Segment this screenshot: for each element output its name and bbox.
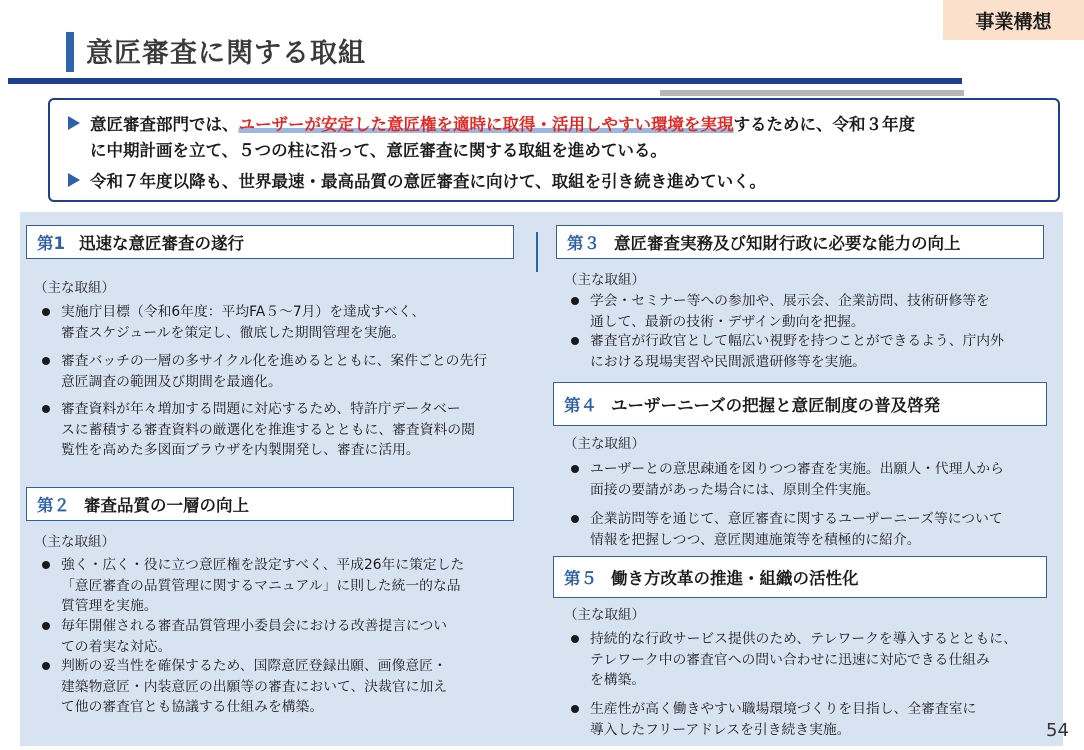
bullet-icon [571,337,579,345]
section-3-label: （主な取組） [564,272,645,288]
section-number: 第４ [564,396,597,415]
section-1-item: 審査資料が年々増加する問題に対応するため、特許庁データベー スに蓄積する審査資料の厳選化を推進するとともに、審査資料の閲 覧性を高めた多図面ブラウザを内製開発し、審査に活用。 [42,399,510,461]
header-rule-accent [660,90,964,96]
bullet-icon [42,561,50,569]
section-2-header [26,487,514,521]
section-1-item: 審査バッチの一層の多サイクル化を進めるとともに、案件ごとの先行 意匠調査の範囲及び期間を最適化。 [42,351,510,392]
summary-text: 令和７年度以降も、世界最速・最高品質の意匠審査に向けて、取組を引き続き進めていく。 [90,172,766,191]
section-title: 審査品質の一層の向上 [84,496,249,515]
section-1-header [26,225,514,259]
section-3-item: 学会・セミナー等への参加や、展示会、企業訪問、技術研修等を 通して、最新の技術・デザイン動向を把握。 [571,291,1047,332]
section-5-header [553,556,1047,598]
triangle-bullet-icon [68,173,80,187]
section-2-label: （主な取組） [34,534,115,550]
section-1-item: 実施庁目標（令和6年度：平均FA５～7月）を達成すべく、 審査スケジュールを策定し、徹底した期間管理を実施。 [42,302,510,343]
section-2-item: 強く・広く・役に立つ意匠権を設定すべく、平成26年に策定した 「意匠審査の品質管理に関するマニュアル」に則した統一的な品 質管理を実施。 [42,555,510,617]
section-title: 働き方改革の推進・組織の活性化 [611,569,859,588]
section-number: 第５ [564,569,597,588]
bullet-icon [42,662,50,670]
summary-point-2 [68,169,766,195]
bullet-icon [571,465,579,473]
section-number: 第1 [37,234,65,253]
summary-point-1 [68,112,915,164]
section-5-item: 持続的な行政サービス提供のため、テレワークを導入するとともに、 テレワーク中の審査官への問い合わせに迅速に対応できる仕組み を構築。 [571,629,1047,691]
summary-text: に中期計画を立て、５つの柱に沿って、意匠審査に関する取組を進めている。 [90,141,667,160]
bullet-icon [571,635,579,643]
section-2-item: 毎年開催される審査品質管理小委員会における改善提言につい ての着実な対応。 [42,616,510,657]
section-3-header [556,225,1044,259]
section-4-item: 企業訪問等を通じて、意匠審査に関するユーザーニーズ等について 情報を把握しつつ、意匠関連施策等を積極的に紹介。 [571,509,1047,550]
bullet-icon [42,622,50,630]
section-title: 迅速な意匠審査の遂行 [78,234,244,253]
section-title: 意匠審査実務及び知財行政に必要な能力の向上 [614,234,961,253]
category-tag: 事業構想 [943,0,1084,40]
summary-box [48,98,1060,202]
title-accent-bar [66,32,74,72]
section-number: 第３ [567,234,600,253]
triangle-bullet-icon [68,116,80,130]
page-number: 54 [1046,720,1069,741]
bullet-icon [571,297,579,305]
summary-highlight: ユーザーが安定した意匠権を適時に取得・活用しやすい環境を実現 [238,115,734,134]
summary-text: するために、令和３年度 [733,115,915,134]
section-5-label: （主な取組） [564,607,645,623]
bullet-icon [42,308,50,316]
bullet-icon [42,357,50,365]
column-divider [536,232,538,272]
section-number: 第２ [37,496,70,515]
summary-text: 意匠審査部門では、 [90,115,239,134]
section-3-item: 審査官が行政官として幅広い視野を持つことができるよう、庁内外 における現場実習や民間派遣研修等を実施。 [571,331,1047,372]
section-title: ユーザーニーズの把握と意匠制度の普及啓発 [611,396,941,415]
section-4-label: （主な取組） [564,436,645,452]
section-1-label: （主な取組） [34,280,115,296]
section-2-item: 判断の妥当性を確保するため、国際意匠登録出願、画像意匠・ 建築物意匠・内装意匠の出願等の審査において、決裁官に加え て他の審査官とも協議する仕組みを構築。 [42,656,510,718]
page-title: 意匠審査に関する取組 [86,38,366,69]
section-4-header [553,382,1047,426]
bullet-icon [42,405,50,413]
section-5-item: 生産性が高く働きやすい職場環境づくりを目指し、全審査室に 導入したフリーアドレスを引き続き実施。 [571,699,1047,740]
bullet-icon [571,705,579,713]
header-rule [8,78,962,84]
section-4-item: ユーザーとの意思疎通を図りつつ審査を実施。出願人・代理人から 面接の要請があった場合には、原則全件実施。 [571,459,1047,500]
bullet-icon [571,515,579,523]
